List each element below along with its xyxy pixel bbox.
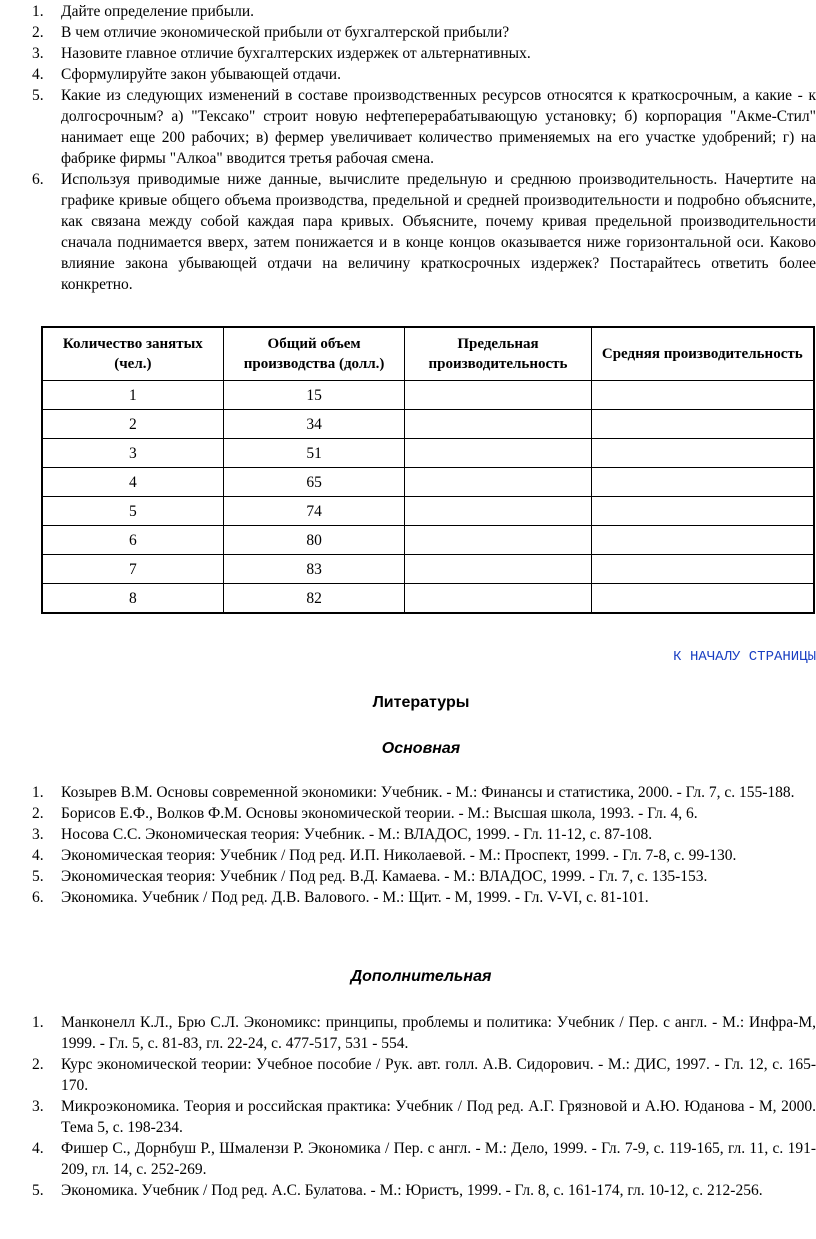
- table-cell: [405, 439, 591, 468]
- basic-references-list: [26, 782, 816, 908]
- question-number: 3.: [32, 45, 44, 62]
- reference-number: 3.: [32, 826, 44, 843]
- reference-number: 1.: [32, 784, 44, 801]
- to-top-link[interactable]: К НАЧАЛУ СТРАНИЦЫ: [673, 649, 816, 665]
- table-cell: [591, 526, 814, 555]
- additional-references-list: [26, 1012, 816, 1201]
- question-item: [26, 22, 816, 43]
- question-item: [26, 169, 816, 295]
- reference-text: Экономика. Учебник / Под ред. А.С. Булатова. - М.: Юристъ, 1999. - Гл. 8, с. 161-174, гл. 10-12, с. 212-256.: [61, 1182, 763, 1199]
- table-row: [42, 584, 814, 614]
- table-header-row: [42, 327, 814, 381]
- header-marginal-productivity: Предельная производительность: [405, 327, 591, 381]
- table-cell: 5: [42, 497, 223, 526]
- question-number: 4.: [32, 66, 44, 83]
- table-row: [42, 497, 814, 526]
- question-text: В чем отличие экономической прибыли от бухгалтерской прибыли?: [61, 24, 510, 41]
- reference-item: [26, 887, 816, 908]
- reference-item: [26, 1138, 816, 1180]
- table-cell: 2: [42, 410, 223, 439]
- table-row: [42, 439, 814, 468]
- table-cell: [405, 468, 591, 497]
- table-cell: [591, 468, 814, 497]
- table-cell: [405, 381, 591, 410]
- reference-item: [26, 824, 816, 845]
- header-average-productivity: Средняя производительность: [591, 327, 814, 381]
- reference-text: Фишер С., Дорнбуш Р., Шмалензи Р. Экономика / Пер. с англ. - М.: Дело, 1999. - Гл. 7-9, с. 119-165, гл. 11, с. 191-209, гл. 14, с. 252-269.: [61, 1140, 816, 1178]
- reference-number: 2.: [32, 1056, 44, 1073]
- table-row: [42, 555, 814, 584]
- reference-number: 2.: [32, 805, 44, 822]
- table-cell: [591, 439, 814, 468]
- table-row: [42, 410, 814, 439]
- question-item: [26, 85, 816, 169]
- table-cell: 74: [223, 497, 405, 526]
- reference-text: Курс экономической теории: Учебное пособие / Рук. авт. голл. А.В. Сидорович. - М.: ДИС, 1997. - Гл. 12, с. 165-170.: [61, 1056, 816, 1094]
- reference-item: [26, 866, 816, 887]
- table-cell: 3: [42, 439, 223, 468]
- header-total-output: Общий объем производства (долл.): [223, 327, 405, 381]
- table-cell: 83: [223, 555, 405, 584]
- reference-number: 4.: [32, 1140, 44, 1157]
- question-number: 6.: [32, 171, 44, 188]
- reference-text: Экономическая теория: Учебник / Под ред. И.П. Николаевой. - М.: Проспект, 1999. - Гл. 7-8, с. 99-130.: [61, 847, 737, 864]
- basic-literature-heading: Основная: [381, 740, 461, 757]
- table-cell: 34: [223, 410, 405, 439]
- table-cell: [591, 497, 814, 526]
- table-cell: [405, 497, 591, 526]
- reference-number: 3.: [32, 1098, 44, 1115]
- reference-item: [26, 845, 816, 866]
- table-cell: [405, 555, 591, 584]
- table-cell: [405, 410, 591, 439]
- table-cell: 15: [223, 381, 405, 410]
- table-cell: 6: [42, 526, 223, 555]
- table-cell: [405, 584, 591, 614]
- reference-item: [26, 1096, 816, 1138]
- productivity-table: [41, 326, 815, 614]
- table-cell: 4: [42, 468, 223, 497]
- question-text: Используя приводимые ниже данные, вычислите предельную и среднюю производительность. Начертите на графике кривые общего объема производства, предельной и средней производительности и подробно объясните, как связана между собой каждая пара кривых. Объясните, почему кривая предельной производительности сначала поднимается вверх, затем понижается и в конце концов оказывается ниже горизонтальной оси. Каково влияние закона убывающей отдачи на величину краткосрочных издержек? Постарайтесь ответить более конкретно.: [61, 171, 816, 293]
- table-cell: [591, 410, 814, 439]
- reference-number: 1.: [32, 1014, 44, 1031]
- questions-list: [26, 1, 816, 295]
- table-row: [42, 526, 814, 555]
- reference-item: [26, 1054, 816, 1096]
- reference-number: 5.: [32, 1182, 44, 1199]
- table-cell: [405, 526, 591, 555]
- question-item: [26, 1, 816, 22]
- reference-number: 6.: [32, 889, 44, 906]
- reference-text: Экономика. Учебник / Под ред. Д.В. Валового. - М.: Щит. - М, 1999. - Гл. V-VI, с. 81-101.: [61, 889, 649, 906]
- reference-item: [26, 1180, 816, 1201]
- reference-text: Козырев В.М. Основы современной экономики: Учебник. - М.: Финансы и статистика, 2000. - Гл. 7, с. 155-188.: [61, 784, 795, 801]
- table-cell: 80: [223, 526, 405, 555]
- question-text: Дайте определение прибыли.: [61, 3, 255, 20]
- literature-heading: Литературы: [372, 694, 470, 711]
- reference-text: Носова С.С. Экономическая теория: Учебник. - М.: ВЛАДОС, 1999. - Гл. 11-12, с. 87-108.: [61, 826, 653, 843]
- question-text: Сформулируйте закон убывающей отдачи.: [61, 66, 341, 83]
- reference-item: [26, 1012, 816, 1054]
- table-row: [42, 468, 814, 497]
- reference-item: [26, 782, 816, 803]
- table-row: [42, 381, 814, 410]
- question-item: [26, 43, 816, 64]
- table-cell: 51: [223, 439, 405, 468]
- table-cell: 1: [42, 381, 223, 410]
- table-cell: 7: [42, 555, 223, 584]
- table-cell: [591, 555, 814, 584]
- question-number: 5.: [32, 87, 44, 104]
- question-number: 2.: [32, 24, 44, 41]
- reference-item: [26, 803, 816, 824]
- question-item: [26, 64, 816, 85]
- reference-text: Манконелл К.Л., Брю С.Л. Экономикс: принципы, проблемы и политика: Учебник / Пер. с англ. - М.: Инфра-М, 1999. - Гл. 5, с. 81-83, гл. 22-24, с. 477-517, 531 - 554.: [61, 1014, 816, 1052]
- table-cell: 82: [223, 584, 405, 614]
- table-cell: [591, 584, 814, 614]
- table-cell: [591, 381, 814, 410]
- reference-text: Микроэкономика. Теория и российская практика: Учебник / Под ред. А.Г. Грязновой и А.Ю. Юданова - М, 2000. Тема 5, с. 198-234.: [61, 1098, 816, 1136]
- additional-literature-heading: Дополнительная: [350, 968, 492, 985]
- reference-number: 4.: [32, 847, 44, 864]
- reference-number: 5.: [32, 868, 44, 885]
- table-cell: 65: [223, 468, 405, 497]
- question-text: Назовите главное отличие бухгалтерских издержек от альтернативных.: [61, 45, 531, 62]
- question-text: Какие из следующих изменений в составе производственных ресурсов относятся к краткосрочным, а какие - к долгосрочным? а) "Тексако" строит новую нефтеперерабатывающую установку; б) корпорация "Акме-Стил" нанимает еще 200 рабочих; в) фермер увеличивает количество применяемых на его участке удобрений; г) на фабрике фирмы "Алкоа" вводится третья рабочая смена.: [61, 87, 816, 167]
- table-cell: 8: [42, 584, 223, 614]
- reference-text: Экономическая теория: Учебник / Под ред. В.Д. Камаева. - М.: ВЛАДОС, 1999. - Гл. 7, с. 135-153.: [61, 868, 708, 885]
- question-number: 1.: [32, 3, 44, 20]
- header-workers: Количество занятых (чел.): [42, 327, 223, 381]
- reference-text: Борисов Е.Ф., Волков Ф.М. Основы экономической теории. - М.: Высшая школа, 1993. - Гл. 4, 6.: [61, 805, 698, 822]
